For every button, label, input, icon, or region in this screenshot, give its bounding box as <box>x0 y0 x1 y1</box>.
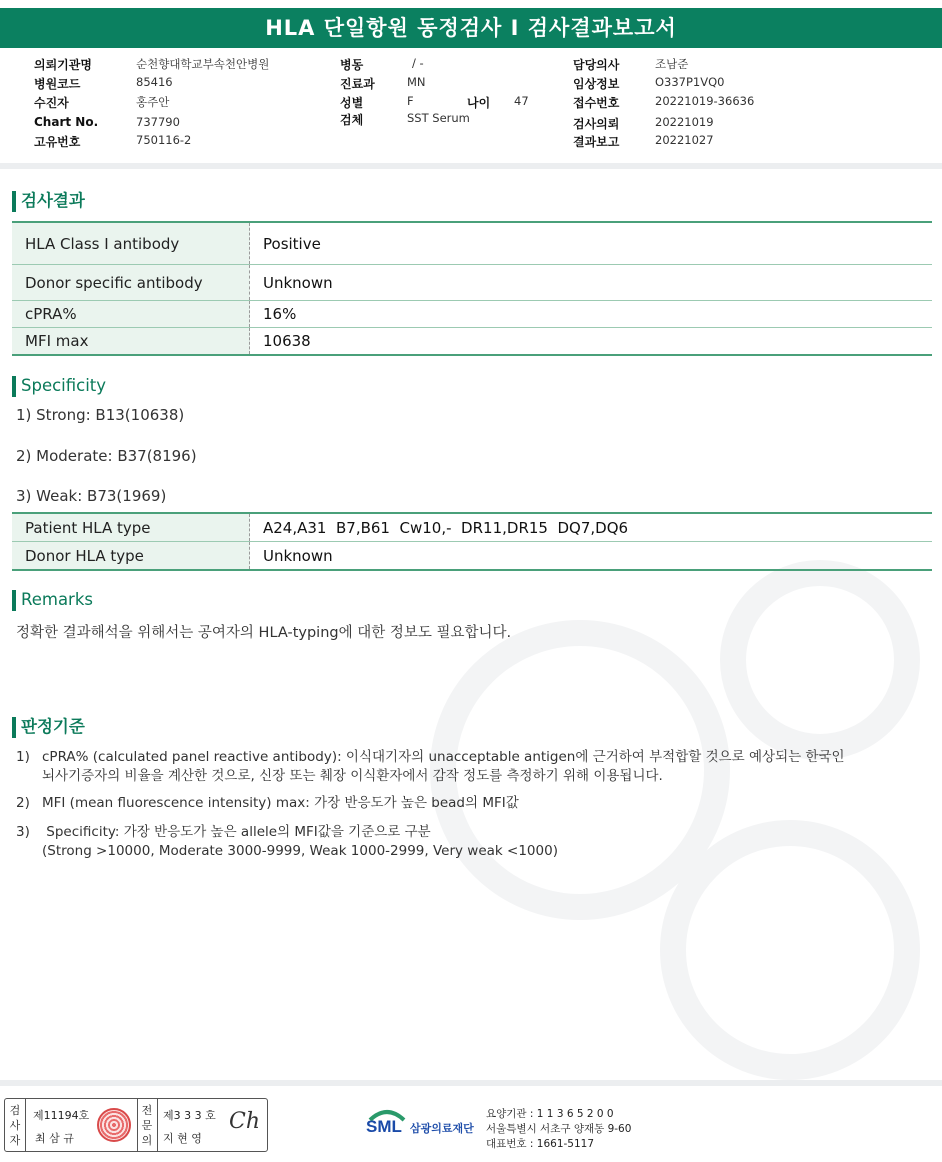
info-row <box>0 133 942 151</box>
row-label: Patient HLA type <box>12 514 250 541</box>
info-value: 순천향대학교부속천안병원 <box>136 57 270 71</box>
row-value: 16% <box>263 305 297 323</box>
institution-code: 요양기관 : 1 1 3 6 5 2 0 0 <box>486 1108 614 1120</box>
criteria-item <box>16 823 926 863</box>
row-label: cPRA% <box>12 301 250 327</box>
specificity-weak: 3) Weak: B73(1969) <box>16 487 167 505</box>
info-row <box>0 94 942 112</box>
row-value: Unknown <box>263 546 333 565</box>
hla-type-table <box>12 512 932 571</box>
info-value: 20221019-36636 <box>655 94 755 108</box>
info-label: 검체 <box>340 113 364 127</box>
examiner-name: 최 삼 규 <box>35 1132 74 1145</box>
table-row <box>12 542 932 569</box>
info-label: 나이 <box>467 96 491 110</box>
info-label: 성별 <box>340 96 364 110</box>
divider <box>25 1099 26 1151</box>
report-title: HLA 단일항원 동정검사 I 검사결과보고서 <box>0 8 942 48</box>
info-label: 담당의사 <box>573 58 620 72</box>
results-heading: 검사결과 <box>12 190 85 212</box>
criteria-text: MFI (mean fluorescence intensity) max: 가장 반응도가 높은 bead의 MFI값 <box>42 795 519 811</box>
info-value: F <box>407 94 414 108</box>
info-value: 750116-2 <box>136 133 192 147</box>
info-value: / - <box>412 56 424 70</box>
info-row <box>0 75 942 93</box>
info-label: 병동 <box>340 58 364 72</box>
info-value: 47 <box>514 94 529 108</box>
logo-text: SML <box>366 1117 402 1136</box>
table-row <box>12 328 932 354</box>
criteria-heading: 판정기준 <box>12 716 85 738</box>
info-label: 의뢰기관명 <box>34 58 92 72</box>
criteria-text: (Strong >10000, Moderate 3000-9999, Weak 1000-2999, Very weak <1000) <box>42 843 558 859</box>
row-label: HLA Class I antibody <box>12 223 250 264</box>
footer-divider <box>0 1080 942 1086</box>
specificity-strong: 1) Strong: B13(10638) <box>16 406 185 424</box>
info-value: MN <box>407 75 426 89</box>
info-value: SST Serum <box>407 111 470 125</box>
examiner-number: 제11194호 <box>33 1109 90 1122</box>
info-label: 임상정보 <box>573 77 620 91</box>
divider <box>157 1099 158 1151</box>
criteria-item <box>16 748 926 788</box>
info-value: 홍주안 <box>136 95 170 109</box>
specificity-heading: Specificity <box>12 375 106 397</box>
criteria-number: 2) <box>16 795 30 811</box>
row-value: 10638 <box>263 332 311 350</box>
info-row <box>0 111 942 133</box>
info-value: 85416 <box>136 75 173 89</box>
criteria-number: 1) <box>16 749 30 765</box>
row-label: Donor HLA type <box>12 542 250 569</box>
phone: 대표번호 : 1661-5117 <box>486 1138 595 1150</box>
info-row <box>0 56 942 74</box>
info-label: 접수번호 <box>573 96 620 110</box>
info-value: 20221019 <box>655 115 714 129</box>
divider <box>137 1099 138 1151</box>
signature: Ch <box>229 1109 261 1134</box>
examiner-label: 검사자 <box>9 1104 21 1147</box>
signature-box <box>4 1098 268 1152</box>
info-label: 검사의뢰 <box>573 117 620 131</box>
row-value: Positive <box>263 234 321 253</box>
table-row <box>12 301 932 328</box>
row-label: MFI max <box>12 328 250 354</box>
info-value: O337P1VQ0 <box>655 75 725 89</box>
info-label: 결과보고 <box>573 135 620 149</box>
table-row <box>12 223 932 265</box>
info-value: 20221027 <box>655 133 714 147</box>
seal-stamp <box>97 1108 131 1142</box>
divider <box>0 163 942 169</box>
remarks-heading: Remarks <box>12 589 93 611</box>
address: 서울특별시 서초구 양재동 9-60 <box>486 1123 632 1135</box>
criteria-text: Specificity: 가장 반응도가 높은 allele의 MFI값을 기준으로 구분 <box>42 824 431 840</box>
info-label: 수진자 <box>34 96 69 110</box>
info-value: 조남준 <box>655 57 689 71</box>
table-row <box>12 514 932 542</box>
info-label: 고유번호 <box>34 135 81 149</box>
results-table <box>12 221 932 356</box>
remarks-text: 정확한 결과해석을 위해서는 공여자의 HLA-typing에 대한 정보도 필요합니다. <box>16 625 512 641</box>
row-value: A24,A31 B7,B61 Cw10,- DR11,DR15 DQ7,DQ6 <box>263 518 629 537</box>
info-label: 병원코드 <box>34 77 81 91</box>
org-name: 삼광의료재단 <box>410 1122 474 1135</box>
criteria-text: 뇌사기증자의 비율을 계산한 것으로, 신장 또는 췌장 이식환자에서 감작 정도를 측정하기 위해 이용됩니다. <box>42 768 663 784</box>
specificity-moderate: 2) Moderate: B37(8196) <box>16 447 197 465</box>
info-label: Chart No. <box>34 115 99 129</box>
specialist-label: 전문의 <box>141 1104 153 1147</box>
info-label: 진료과 <box>340 77 375 91</box>
row-label: Donor specific antibody <box>12 265 250 300</box>
row-value: Unknown <box>263 273 333 292</box>
criteria-number: 3) <box>16 824 30 840</box>
criteria-text: cPRA% (calculated panel reactive antibody): 이식대기자의 unacceptable antigen에 근거하여 부적합할 것으로 예상되는 한국인 <box>42 749 845 765</box>
table-row <box>12 265 932 301</box>
specialist-name: 지 현 영 <box>163 1132 202 1145</box>
info-value: 737790 <box>136 115 180 129</box>
specialist-number: 제3 3 3 호 <box>163 1109 216 1122</box>
watermark-shape <box>720 560 920 760</box>
criteria-item <box>16 794 926 814</box>
